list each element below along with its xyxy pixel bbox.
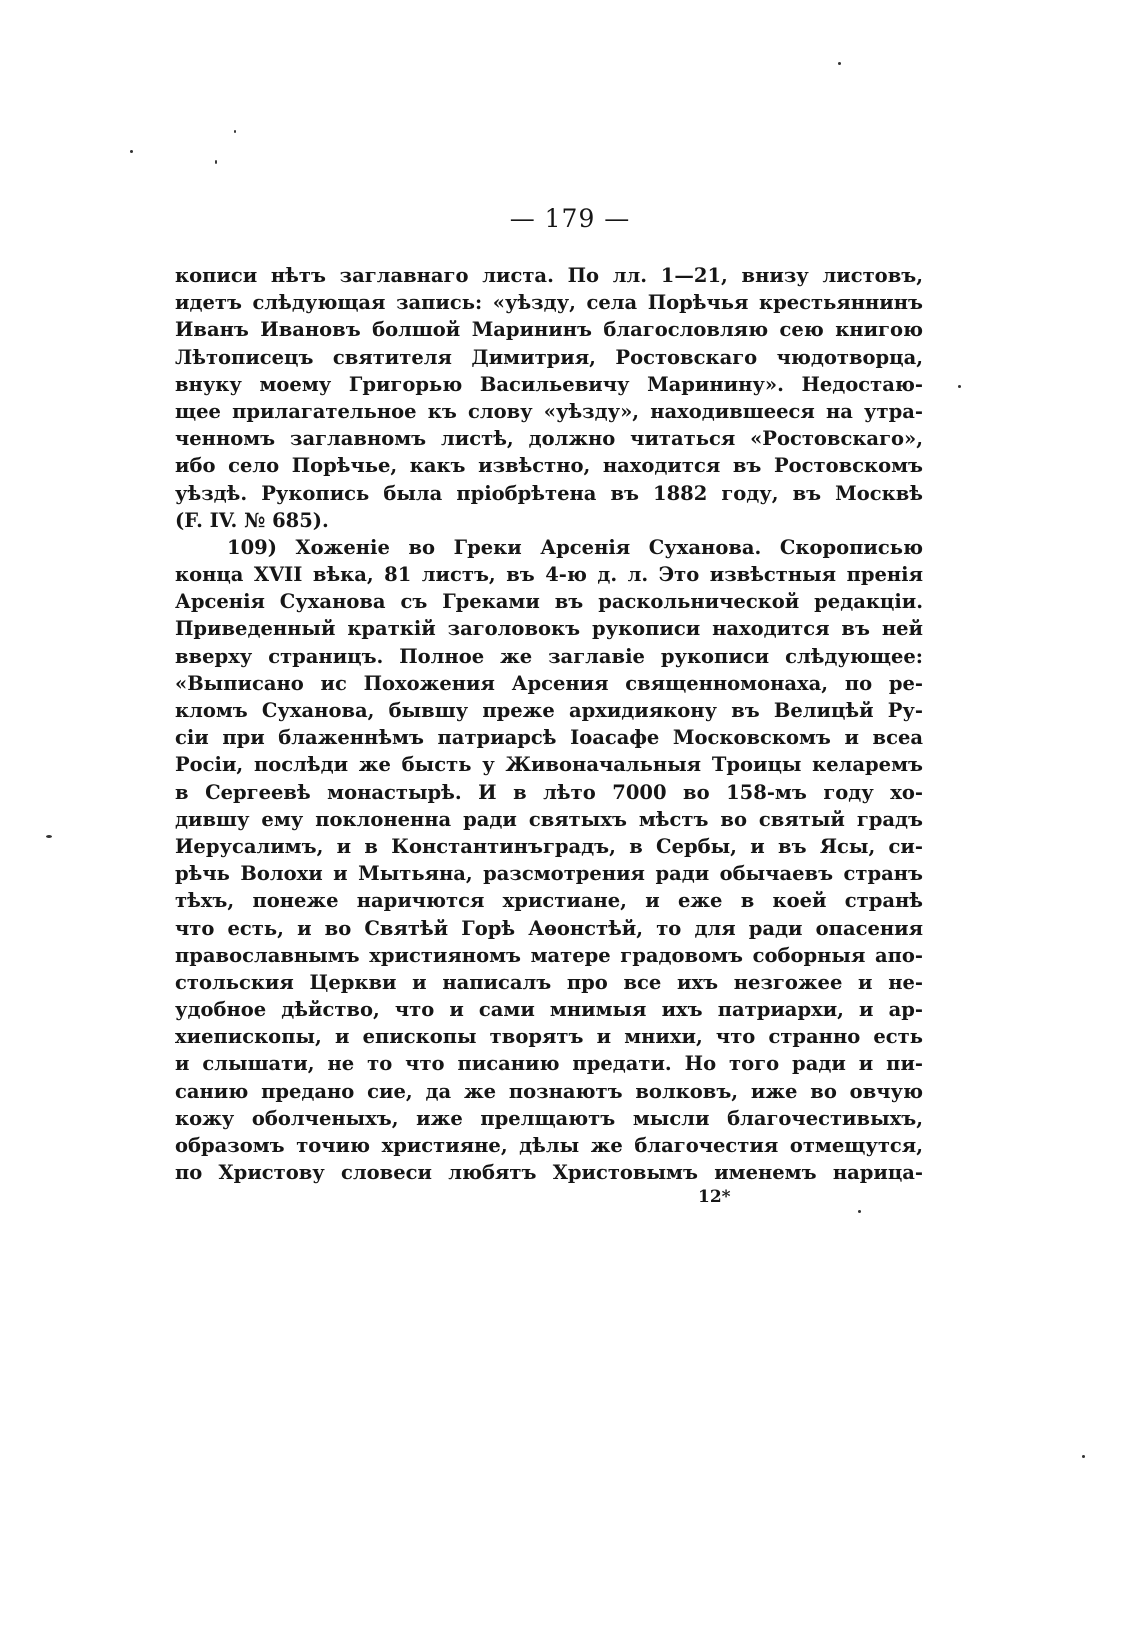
text-line: дившу ему поклоненна ради святыхъ мѣстъ во святый градъ	[175, 807, 923, 831]
text-line: удобное дѣйство, что и сами мнимыя ихъ патриархи, и ар-	[175, 998, 923, 1022]
text-line: хиепископы, и епископы творятъ и мнихи, что странно есть	[175, 1025, 923, 1049]
text-line: кломъ Суханова, бывшу преже архидиякону въ Велицѣй Ру-	[175, 699, 923, 722]
text-line: уѣздѣ. Рукопись была пріобрѣтена въ 1882 году, въ Москвѣ	[175, 481, 923, 505]
signature-mark: 12*	[698, 1187, 731, 1207]
text-line: щее прилагательное къ слову «уѣзду», находившееся на утра-	[175, 399, 923, 423]
text-line: внуку моему Григорью Васильевичу Маринину». Недостаю-	[175, 372, 923, 396]
scan-speck	[46, 835, 52, 838]
text-line: санию предано сие, да же познаютъ волковъ, иже во овчую	[175, 1079, 923, 1103]
scan-speck	[858, 1210, 861, 1213]
text-line: Иванъ Ивановъ болшой Марининъ благословляю сею книгою	[175, 318, 923, 342]
text-line: Росіи, послѣди же бысть у Живоначальныя Троицы келаремъ	[175, 753, 923, 777]
text-line: православнымъ християномъ матере градовомъ соборныя апо-	[175, 943, 923, 967]
page-number: — 179 —	[509, 204, 631, 233]
text-line: тѣхъ, понеже наричются христиане, и еже в коей странѣ	[175, 889, 923, 913]
body-text	[175, 262, 923, 1186]
text-line: рѣчь Волохи и Мытьяна, разсмотрения ради обычаевъ странъ	[175, 862, 923, 886]
text-line: сіи при блаженнѣмъ патриарсѣ Іоасафе Московскомъ и всеа	[175, 726, 923, 750]
text-line: Арсенія Суханова съ Греками въ раскольнической редакціи.	[175, 590, 923, 614]
scan-speck	[215, 160, 217, 164]
text-line: по Христову словеси любятъ Христовымъ именемъ нарица-	[175, 1161, 923, 1185]
text-line: конца XVII вѣка, 81 листъ, въ 4-ю д. л. Это извѣстныя пренія	[175, 563, 923, 587]
text-line: вверху страницъ. Полное же заглавіе рукописи слѣдующее:	[175, 644, 923, 668]
text-line: и слышати, не то что писанию предати. Но того ради и пи-	[175, 1052, 923, 1076]
text-line: идетъ слѣдующая запись: «уѣзду, села Порѣчья крестьяннинъ	[175, 291, 923, 315]
text-line: ченномъ заглавномъ листѣ, должно читаться «Ростовскаго»,	[175, 427, 923, 451]
text-line: Лѣтописецъ святителя Димитрия, Ростовскаго чюдотворца,	[175, 345, 923, 369]
text-line: образомъ точию християне, дѣлы же благочестия отмещутся,	[175, 1134, 923, 1157]
scan-speck	[838, 62, 841, 65]
text-line: Иерусалимъ, и в Константинъградъ, в Сербы, и въ Ясы, си-	[175, 834, 923, 858]
text-line: 109) Хоженіе во Греки Арсенія Суханова. Скорописью	[227, 535, 923, 559]
text-line: ибо село Порѣчье, какъ извѣстно, находится въ Ростовскомъ	[175, 454, 923, 478]
text-line: (F. IV. № 685).	[175, 508, 329, 532]
text-line: Приведенный краткій заголовокъ рукописи находится въ ней	[175, 617, 923, 641]
scan-speck	[130, 150, 133, 153]
text-line: «Выписано ис Похожения Арсения священномонаха, по ре-	[175, 671, 923, 695]
scan-speck	[958, 385, 961, 388]
text-line: стольския Церкви и написалъ про все ихъ незгожее и не-	[175, 970, 923, 994]
scan-speck	[234, 130, 236, 133]
text-line: в Сергеевѣ монастырѣ. И в лѣто 7000 во 158-мъ году хо-	[175, 780, 923, 804]
text-line: что есть, и во Святѣй Горѣ Аѳонстѣй, то для ради опасения	[175, 916, 923, 940]
scan-speck	[1082, 1455, 1085, 1458]
text-line: кописи нѣтъ заглавнаго листа. По лл. 1—21, внизу листовъ,	[175, 264, 923, 287]
text-line: кожу оболченыхъ, иже прелщаютъ мысли благочестивыхъ,	[175, 1106, 923, 1130]
